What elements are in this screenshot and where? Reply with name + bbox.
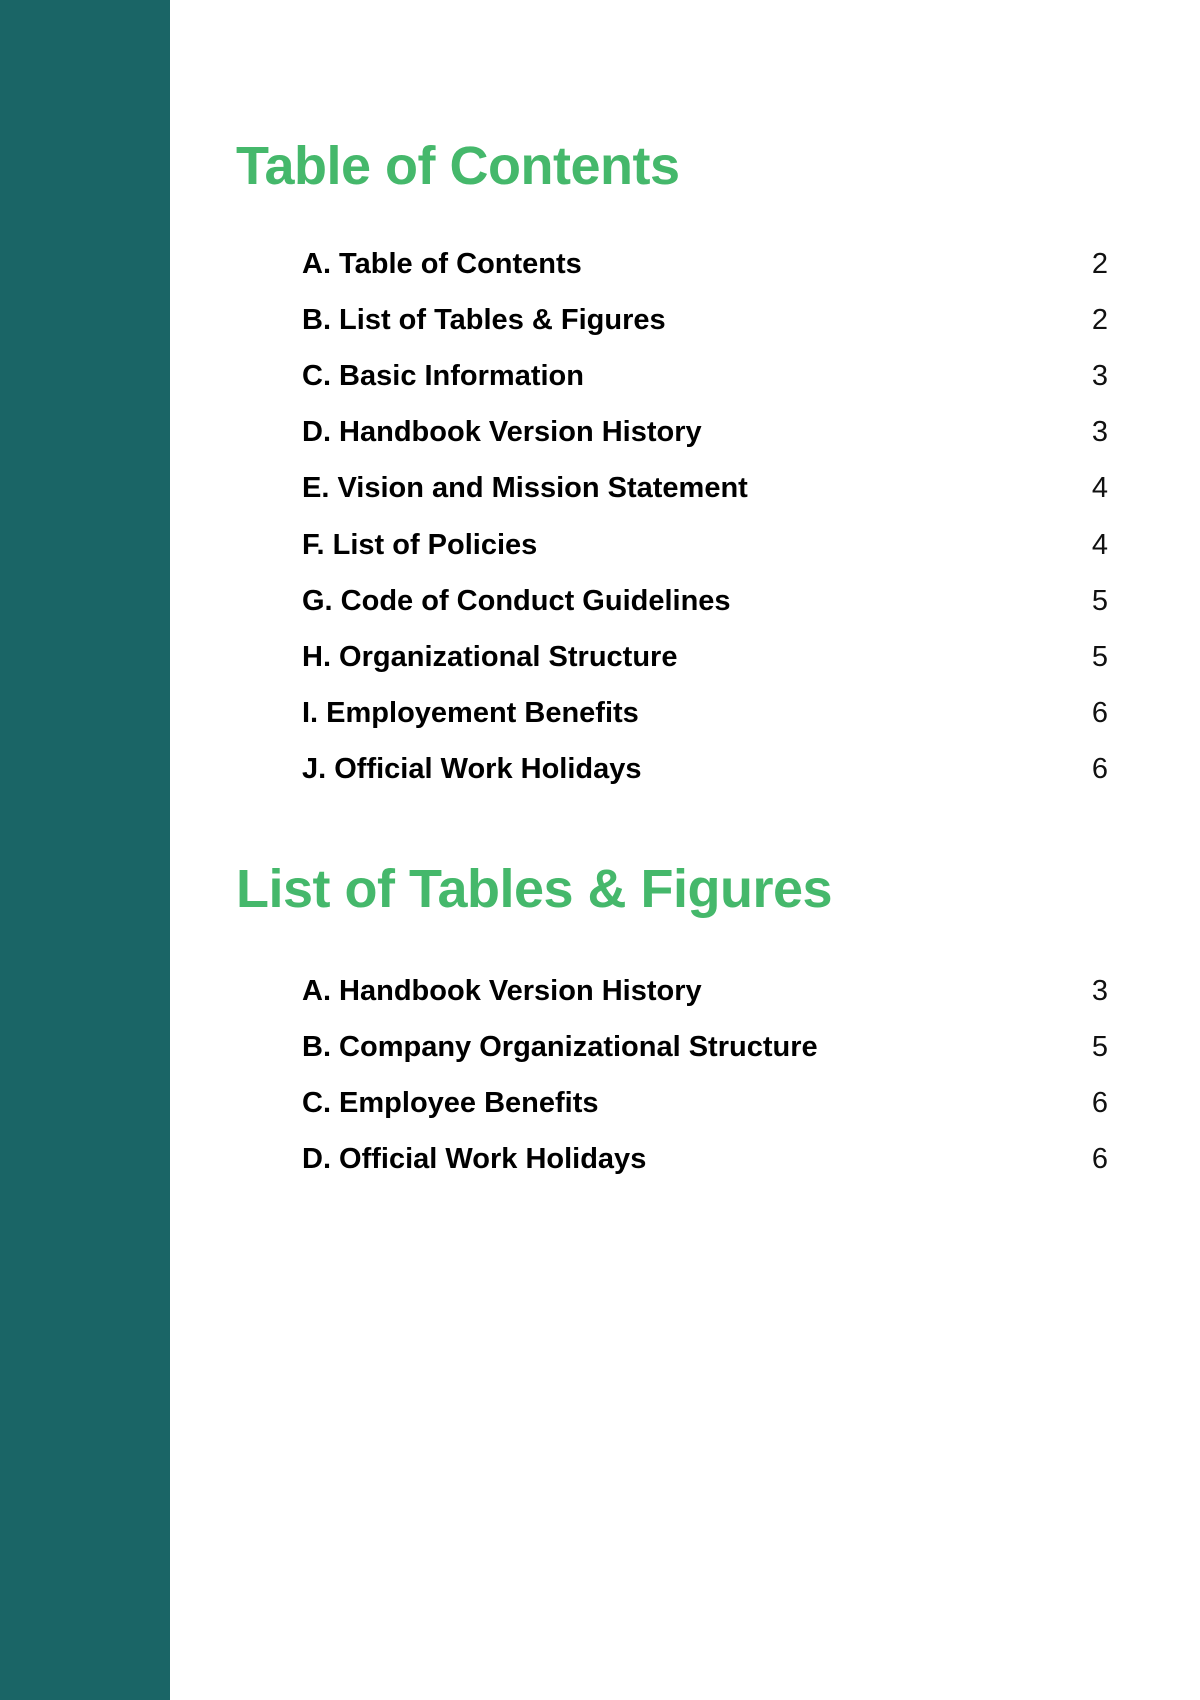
toc-entry[interactable] — [302, 581, 1108, 621]
entry-page-number: 6 — [1091, 1086, 1108, 1119]
entry-label: C. Employee Benefits — [302, 1086, 599, 1119]
entry-page-number: 6 — [1091, 1143, 1108, 1176]
entry-label: C. Basic Information — [302, 359, 584, 392]
entry-label: D. Handbook Version History — [302, 416, 702, 449]
sidebar-band — [0, 0, 170, 1700]
entry-page-number: 4 — [1091, 472, 1108, 505]
entry-label: H. Organizational Structure — [302, 640, 678, 673]
entry-label: I. Employement Benefits — [302, 697, 639, 730]
toc-entry[interactable] — [302, 244, 1108, 284]
figures-entry[interactable] — [302, 971, 1108, 1011]
toc-entry[interactable] — [302, 637, 1108, 677]
entry-label: B. Company Organizational Structure — [302, 1030, 818, 1063]
entry-label: J. Official Work Holidays — [302, 753, 642, 786]
entry-page-number: 5 — [1091, 584, 1108, 617]
toc-entry[interactable] — [302, 750, 1108, 790]
entry-label: D. Official Work Holidays — [302, 1143, 647, 1176]
toc-entry[interactable] — [302, 300, 1108, 340]
entry-page-number: 2 — [1091, 247, 1108, 280]
entry-page-number: 3 — [1091, 359, 1108, 392]
figures-entry[interactable] — [302, 1140, 1108, 1180]
entry-page-number: 4 — [1091, 528, 1108, 561]
figures-entry[interactable] — [302, 1027, 1108, 1067]
entry-page-number: 6 — [1091, 697, 1108, 730]
entry-page-number: 6 — [1091, 753, 1108, 786]
entry-page-number: 2 — [1091, 303, 1108, 336]
entry-label: A. Handbook Version History — [302, 974, 702, 1007]
figures-title: List of Tables & Figures — [236, 859, 833, 919]
toc-entry[interactable] — [302, 694, 1108, 734]
entry-page-number: 3 — [1091, 974, 1108, 1007]
toc-title: Table of Contents — [236, 136, 680, 196]
entry-label: F. List of Policies — [302, 528, 538, 561]
entry-label: E. Vision and Mission Statement — [302, 472, 748, 505]
figures-entry[interactable] — [302, 1083, 1108, 1123]
toc-entry[interactable] — [302, 525, 1108, 565]
entry-page-number: 5 — [1091, 1030, 1108, 1063]
entry-label: B. List of Tables & Figures — [302, 303, 666, 336]
entry-page-number: 3 — [1091, 416, 1108, 449]
entry-page-number: 5 — [1091, 640, 1108, 673]
toc-entry[interactable] — [302, 469, 1108, 509]
entry-label: A. Table of Contents — [302, 247, 582, 280]
entry-label: G. Code of Conduct Guidelines — [302, 584, 731, 617]
toc-entry[interactable] — [302, 413, 1108, 453]
toc-entry[interactable] — [302, 356, 1108, 396]
